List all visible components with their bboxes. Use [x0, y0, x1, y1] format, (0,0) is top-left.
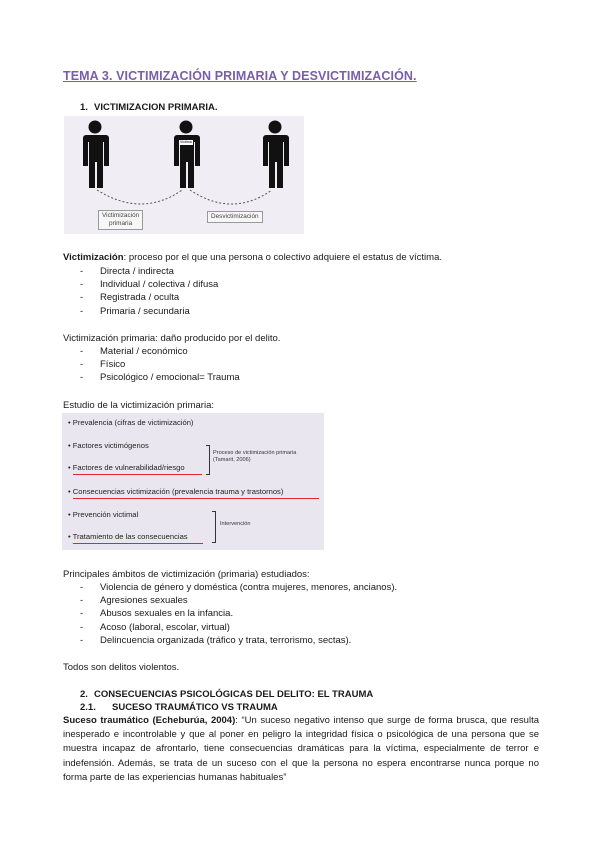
victimizacion-types-list: [80, 265, 218, 318]
section-heading-2: 2. CONSECUENCIAS PSICOLÓGICAS DEL DELITO: EL TRAUMA: [80, 689, 374, 700]
diagram-item-factores-vulnerabilidad: • Factores de vulnerabilidad/riesgo: [68, 463, 185, 472]
list-item: - Registrada / oculta: [80, 292, 180, 304]
arrow-right-curve: [190, 190, 272, 204]
bracket-label-intervencion: Intervención: [220, 521, 251, 527]
list-item: - Abusos sexuales en la infancia.: [80, 608, 234, 620]
suceso-traumatico-paragraph: Suceso traumático (Echeburúa, 2004): “Un suceso negativo intenso que surge de forma brusca, que resulta inesperado e incontrolable y que al poner en peligro la integridad física o psicológica de una persona que se muestra incapaz de afrontarlo, tiene consecuencias dramáticas para la víctima, especialmente de terror e indefensión. Además, se trata de un suceso con el que la persona no espera encontrarse nunca porque no forma parte de las experiencias humanas habituales”: [63, 715, 539, 783]
bracket-label-proceso: Proceso de victimización primaria (Tamarit, 2006): [213, 450, 297, 463]
person-left-icon: [83, 121, 109, 189]
list-item: - Individual / colectiva / difusa: [80, 279, 219, 291]
victimizacion-definition: Victimización: proceso por el que una persona o colectivo adquiere el estatus de víctima.: [63, 252, 442, 263]
list-item: - Psicológico / emocional= Trauma: [80, 372, 240, 384]
ambitos-list: [80, 581, 397, 647]
diagram-item-consecuencias: • Consecuencias victimización (prevalencia trauma y trastornos): [68, 487, 284, 496]
primaria-damage-list: [80, 345, 240, 385]
list-item: - Acoso (laboral, escolar, virtual): [80, 621, 230, 633]
list-item: - Agresiones sexuales: [80, 595, 188, 607]
list-item: - Directa / indirecta: [80, 266, 174, 277]
diagram-item-prevencion: • Prevención victimal: [68, 510, 139, 519]
diagram-item-factores-victimogenos: • Factores victimógenos: [68, 441, 149, 450]
estudio-diagram: [62, 413, 324, 550]
list-item: - Delincuencia organizada (tráfico y trata, terrorismo, sectas).: [80, 634, 352, 646]
bracket-icon: [212, 511, 216, 543]
estudio-heading: Estudio de la victimización primaria:: [63, 400, 215, 411]
list-item: - Físico: [80, 359, 126, 371]
list-item: - Primaria / secundaria: [80, 305, 190, 317]
todos-violentos: Todos son delitos violentos.: [63, 662, 180, 673]
list-item: - Material / económico: [80, 346, 188, 357]
person-right-icon: [263, 121, 289, 189]
victimization-diagram: [64, 116, 304, 234]
diagram-item-prevalencia: • Prevalencia (cifras de victimización): [68, 418, 194, 427]
primaria-definition: Victimización primaria: daño producido por el delito.: [63, 333, 281, 344]
arrow-left-curve: [97, 190, 182, 204]
section-heading-1: 1. VICTIMIZACION PRIMARIA.: [80, 102, 218, 113]
red-underline: [73, 474, 202, 475]
red-underline: [73, 498, 319, 499]
victim-badge: Víctima: [180, 140, 192, 144]
subsection-heading-2-1: 2.1. SUCESO TRAUMÁTICO VS TRAUMA: [80, 702, 278, 713]
bracket-icon: [206, 445, 210, 475]
list-item: - Violencia de género y doméstica (contra mujeres, menores, ancianos).: [80, 582, 398, 593]
person-center-icon: [174, 121, 200, 189]
diagram-item-tratamiento: • Tratamiento de las consecuencias: [68, 532, 188, 541]
red-underline: [73, 543, 203, 544]
label-victimizacion-primaria: Victimización primaria: [98, 210, 143, 230]
label-desvictimizacion: Desvictimización: [207, 211, 263, 223]
ambitos-heading: Principales ámbitos de victimización (primaria) estudiados:: [63, 569, 310, 580]
page-title: TEMA 3. VICTIMIZACIÓN PRIMARIA Y DESVICTIMIZACIÓN.: [63, 69, 417, 83]
